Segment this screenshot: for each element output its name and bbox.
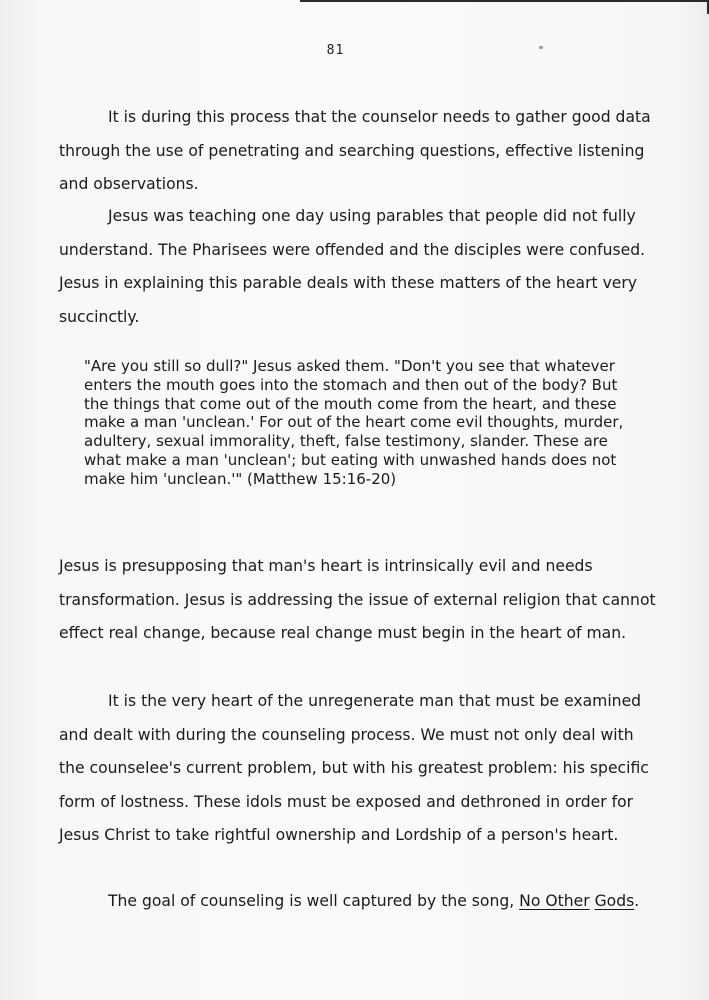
song-title-part-1: No Other	[519, 892, 590, 910]
paragraph-5	[59, 885, 659, 919]
paragraph-2-text: Jesus was teaching one day using parables that people did not fully understand. The Pharisees were offended and the disciples were confused. Jesus in explaining this parable deals with these matters of the heart very succinctly.	[59, 207, 646, 326]
paragraph-5-end: .	[634, 892, 640, 910]
song-title-part-2: Gods	[594, 892, 635, 910]
paragraph-5-text: The goal of counseling is well captured by the song,	[108, 892, 515, 910]
page-number: 81	[326, 43, 345, 58]
paragraph-2	[59, 200, 659, 334]
top-scan-edge	[300, 0, 709, 2]
paragraph-3: Jesus is presupposing that man's heart is intrinsically evil and needs transformation. Jesus is addressing the issue of external religion that cannot effect real change, because real change must begin in the heart of man.	[59, 557, 656, 643]
paragraph-1-text: It is during this process that the counselor needs to gather good data through the use of penetrating and searching questions, effective listening and observations.	[59, 108, 651, 194]
paragraph-4	[59, 685, 659, 853]
paragraph-1	[59, 101, 659, 202]
paragraph-4-text: It is the very heart of the unregenerate man that must be examined and dealt with during the counseling process. We must not only deal with the counselee's current problem, but with his greatest problem: his specific form of lostness. These idols must be exposed and dethroned in order for Jesus Christ to take rightful ownership and Lordship of a person's heart.	[59, 692, 649, 845]
scan-speck	[539, 46, 543, 49]
scripture-block-quote: "Are you still so dull?" Jesus asked them. "Don't you see that whatever enters the mouth goes into the stomach and then out of the body? But the things that come out of the mouth come from the heart, and these make a man 'unclean.' For out of the heart come evil thoughts, murder, adultery, sexual immorality, theft, false testimony, slander. These are what make a man 'unclean'; but eating with unwashed hands does not make him 'unclean.'" (Matthew 15:16-20)	[84, 357, 624, 488]
